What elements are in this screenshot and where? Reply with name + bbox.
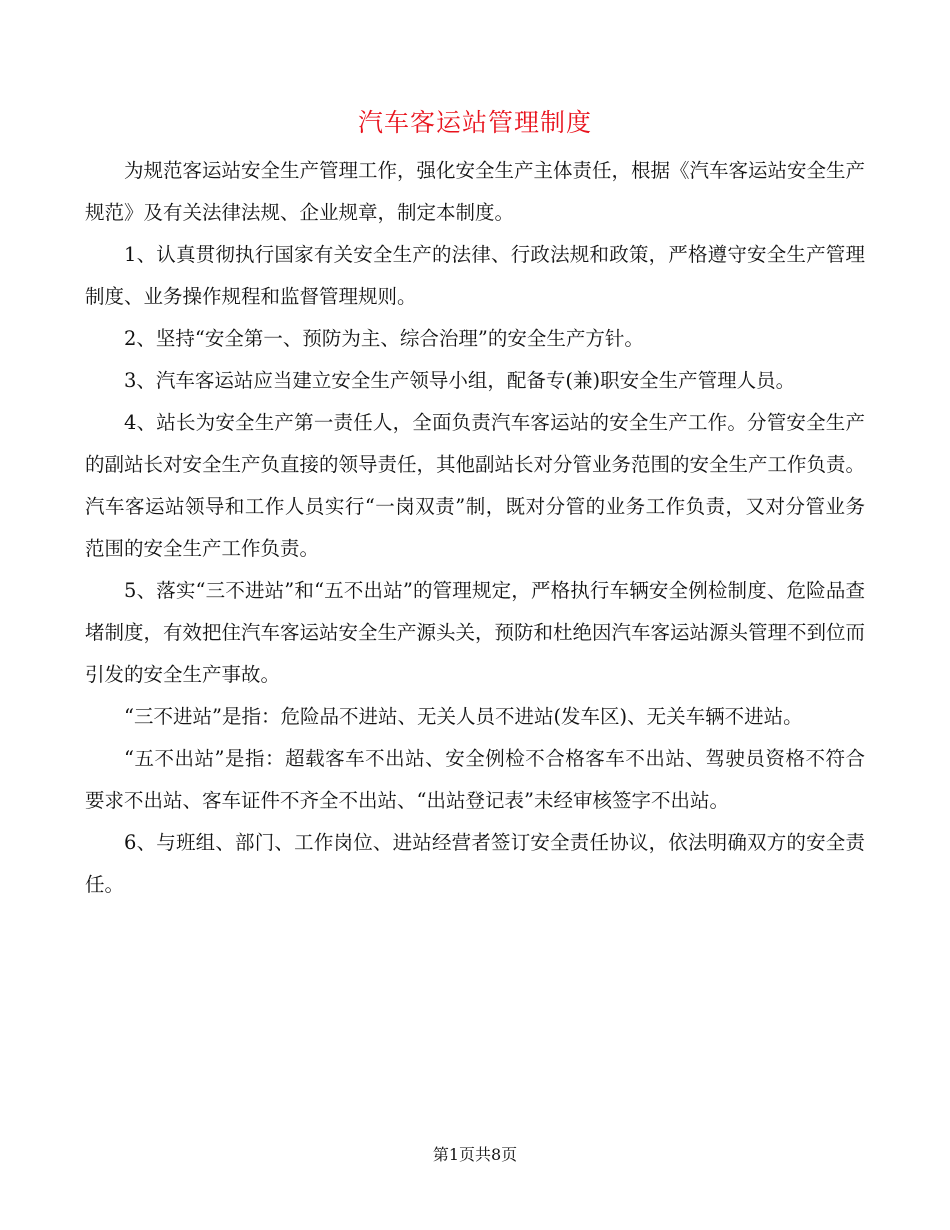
clause-5-paragraph: 5、落实“三不进站”和“五不出站”的管理规定，严格执行车辆安全例检制度、危险品查堵制度，有效把住汽车客运站安全生产源头关，预防和杜绝因汽车客运站源头管理不到位而引发的安全生产事故。	[85, 579, 866, 686]
document-body	[85, 150, 865, 906]
document-title: 汽车客运站管理制度	[357, 108, 592, 137]
intro-paragraph: 为规范客运站安全生产管理工作，强化安全生产主体责任，根据《汽车客运站安全生产规范》及有关法律法规、企业规章，制定本制度。	[85, 159, 866, 224]
clause-4-paragraph: 4、站长为安全生产第一责任人，全面负责汽车客运站的安全生产工作。分管安全生产的副站长对安全生产负直接的领导责任，其他副站长对分管业务范围的安全生产工作负责。汽车客运站领导和工作人员实行“一岗双责”制，既对分管的业务工作负责，又对分管业务范围的安全生产工作负责。	[85, 411, 866, 560]
clause-1-paragraph: 1、认真贯彻执行国家有关安全生产的法律、行政法规和政策，严格遵守安全生产管理制度、业务操作规程和监督管理规则。	[85, 243, 865, 308]
three-no-entry-paragraph: “三不进站”是指：危险品不进站、无关人员不进站(发车区)、无关车辆不进站。	[124, 705, 803, 728]
five-no-exit-paragraph: “五不出站”是指：超载客车不出站、安全例检不合格客车不出站、驾驶员资格不符合要求不出站、客车证件不齐全不出站、“出站登记表”未经审核签字不出站。	[85, 747, 865, 812]
clause-2-paragraph: 2、坚持“安全第一、预防为主、综合治理”的安全生产方针。	[124, 327, 644, 350]
clause-3-paragraph: 3、汽车客运站应当建立安全生产领导小组，配备专(兼)职安全生产管理人员。	[124, 369, 796, 392]
page-number-footer: 第1页共8页	[432, 1145, 518, 1164]
clause-6-paragraph: 6、与班组、部门、工作岗位、进站经营者签订安全责任协议，依法明确双方的安全责任。	[85, 831, 865, 896]
